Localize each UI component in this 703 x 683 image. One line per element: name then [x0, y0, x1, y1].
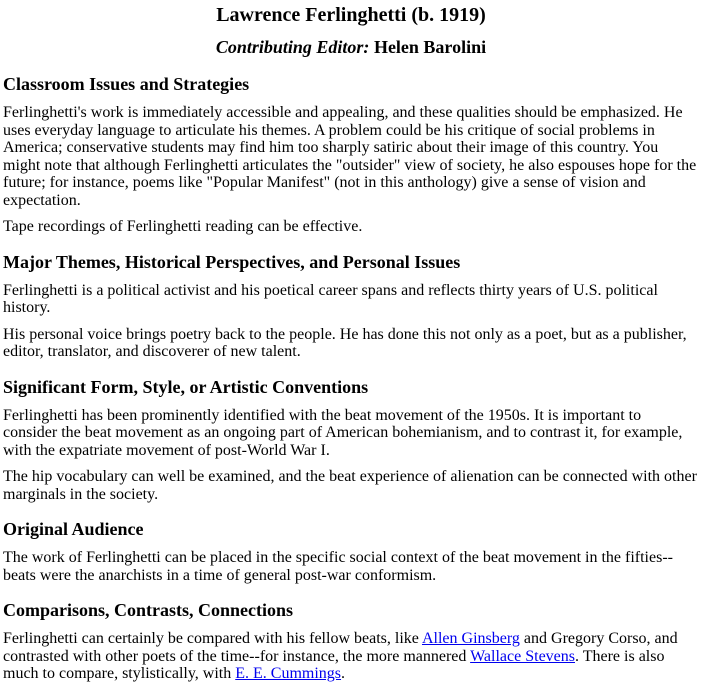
section-heading-significant-form: Significant Form, Style, or Artistic Conventions	[3, 376, 369, 397]
text-segment: . There is also much to compare, stylistically, with	[3, 647, 665, 682]
section-heading-classroom-issues: Classroom Issues and Strategies	[3, 74, 250, 94]
section-heading-comparisons: Comparisons, Contrasts, Connections	[3, 600, 294, 620]
text-segment: and Gregory Corso, and contrasted with other poets of the time--for instance, the more mannered	[3, 630, 678, 665]
byline-name: Helen Barolini	[373, 37, 487, 57]
paragraph: Ferlinghetti's work is immediately accessible and appealing, and these qualities should be emphasized. He uses everyday language to articulate his themes. A problem could be his critique of social problems in America; conservative students may find him too sharply satiric about their image of this country. You might note that although Ferlinghetti articulates the "outsider" view of society, he also espouses hope for the future; for instance, poems like "Popular Manifest" (not in this anthology) give a sense of vision and expectation.	[3, 104, 697, 209]
section-heading-original-audience: Original Audience	[3, 519, 144, 539]
inline-link[interactable]: Wallace Stevens	[470, 647, 575, 665]
paragraph: Tape recordings of Ferlinghetti reading can be effective.	[3, 218, 363, 235]
paragraph: Ferlinghetti is a political activist and his poetical career spans and reflects thirty years of U.S. political history.	[3, 281, 658, 316]
inline-link[interactable]: E. E. Cummings	[235, 665, 342, 682]
paragraph: The work of Ferlinghetti can be placed in the specific social context of the beat movement in the fifties-- beats were the anarchists in a time of general post-war conformism.	[3, 549, 673, 584]
inline-link[interactable]: Allen Ginsberg	[421, 630, 520, 647]
byline-label: Contributing Editor:	[215, 37, 370, 57]
paragraph-with-links	[3, 630, 699, 683]
article	[3, 4, 699, 683]
paragraph: The hip vocabulary can well be examined, and the beat experience of alienation can be connected with other marginals in the society.	[3, 468, 697, 503]
section-heading-major-themes: Major Themes, Historical Perspectives, and Personal Issues	[3, 251, 461, 272]
page-title: Lawrence Ferlinghetti (b. 1919)	[216, 4, 486, 26]
paragraph: Ferlinghetti has been prominently identified with the beat movement of the 1950s. It is important to consider the beat movement as an ongoing part of American bohemianism, and to contrast it, for example, with the expatriate movement of post-World War I.	[3, 406, 683, 459]
byline	[3, 37, 699, 58]
text-segment: .	[341, 665, 346, 682]
paragraph: His personal voice brings poetry back to the people. He has done this not only as a poet, but as a publisher, editor, translator, and discoverer of new talent.	[3, 325, 687, 360]
text-segment: Ferlinghetti can certainly be compared with his fellow beats, like	[3, 630, 422, 647]
